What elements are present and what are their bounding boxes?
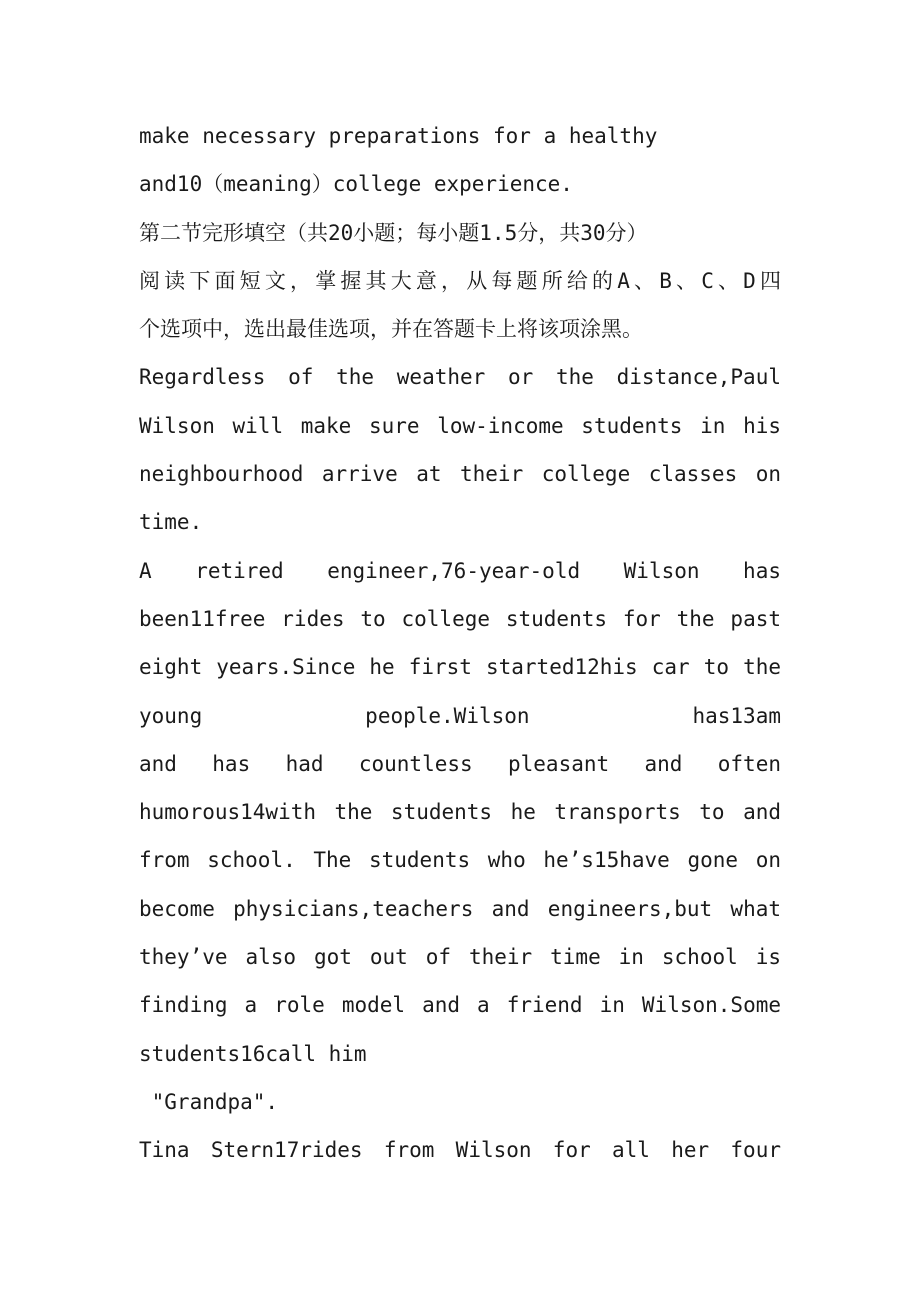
text-line: Wilson will make sure low-income students in his bbox=[139, 413, 781, 438]
text-line: they’ve also got out of their time in school is bbox=[139, 945, 781, 970]
text-line: finding a role model and a friend in Wilson.Some bbox=[139, 993, 781, 1018]
text-line: and10（meaning）college experience. bbox=[139, 172, 573, 197]
text-line: time. bbox=[139, 510, 203, 535]
text-line: students16call him bbox=[139, 1041, 367, 1066]
text-line: become physicians,teachers and engineers,but what bbox=[139, 896, 781, 921]
text-line: neighbourhood arrive at their college classes on bbox=[139, 462, 781, 487]
text-line: A retired engineer,76-year-old Wilson has bbox=[139, 558, 781, 583]
text-line: "Grandpa". bbox=[139, 1089, 279, 1114]
text-line: young people.Wilson has13am bbox=[139, 703, 781, 728]
text-line: been11free rides to college students for the past bbox=[139, 606, 781, 631]
section-heading: 第二节完形填空（共20小题；每小题1.5分，共30分） bbox=[139, 220, 648, 245]
instruction-line: 个选项中，选出最佳选项，并在答题卡上将该项涂黑。 bbox=[139, 317, 643, 342]
text-line: make necessary preparations for a healthy bbox=[139, 124, 658, 148]
document-page bbox=[139, 112, 781, 1175]
text-line: Tina Stern17rides from Wilson for all her four bbox=[139, 1138, 781, 1163]
text-line: humorous14with the students he transports to and bbox=[139, 800, 781, 825]
text-line: from school. The students who he’s15have gone on bbox=[139, 848, 781, 873]
text-line: and has had countless pleasant and often bbox=[139, 751, 781, 776]
text-line: Regardless of the weather or the distance,Paul bbox=[139, 365, 781, 390]
instruction-line: 阅读下面短文，掌握其大意，从每题所给的A、B、C、D四 bbox=[139, 268, 781, 293]
text-line: eight years.Since he first started12his car to the bbox=[139, 655, 781, 680]
